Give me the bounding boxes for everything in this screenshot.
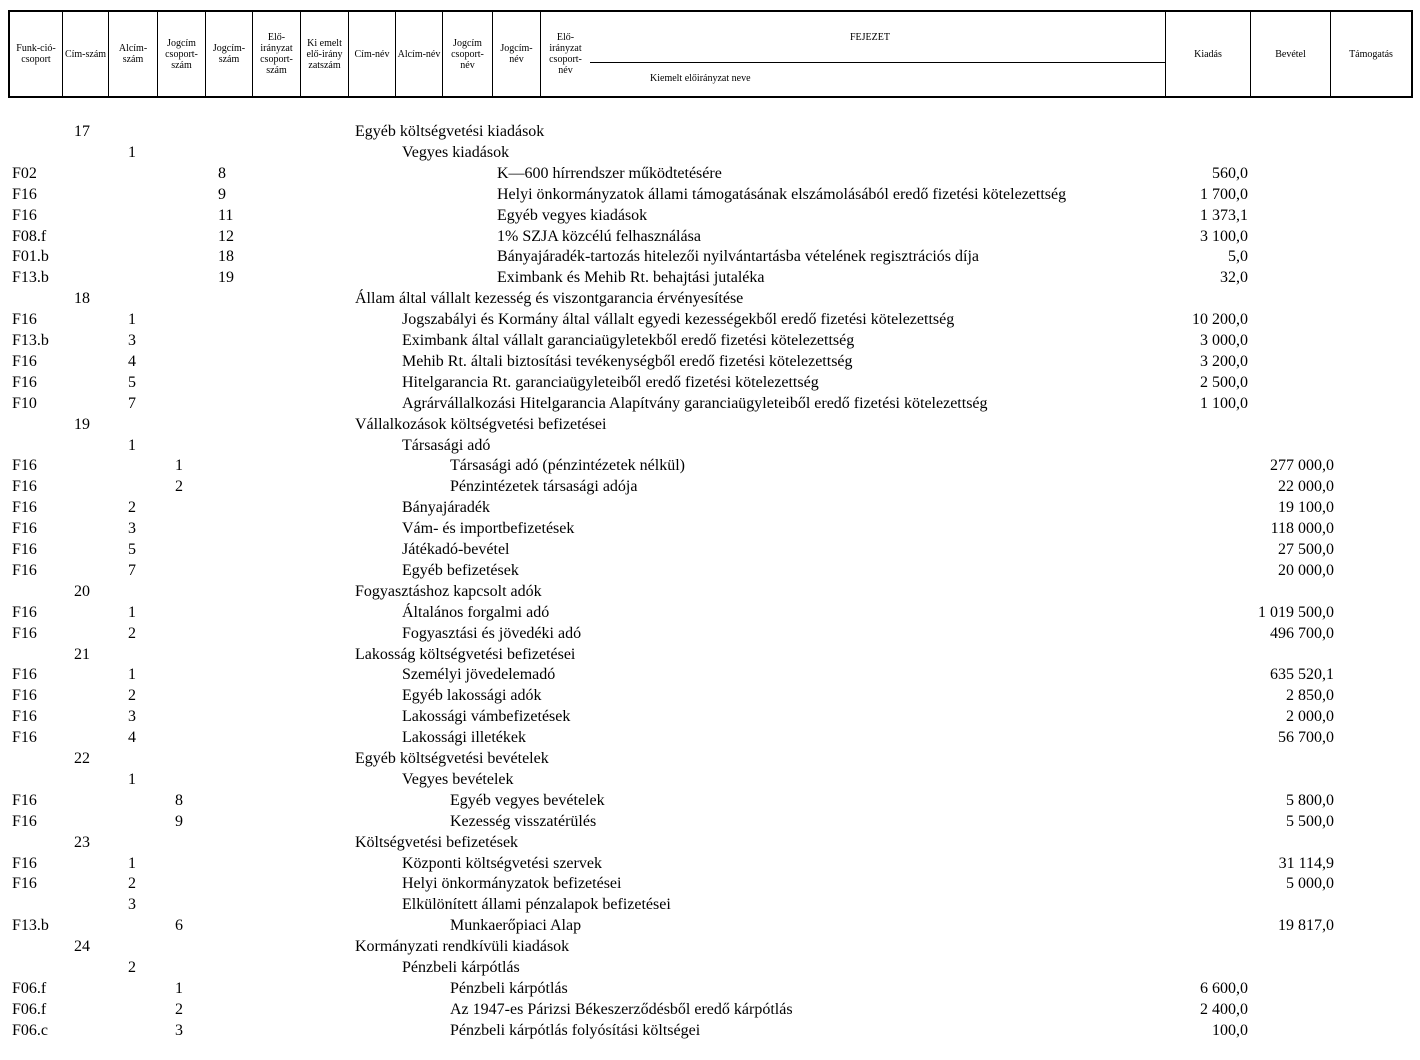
row-name: Elkülönített állami pénzalapok befizetései [402,896,671,913]
kiadas-header: Kiadás [1165,10,1250,98]
row-name: Vegyes kiadások [402,144,510,161]
funkcio-code: F16 [12,729,37,746]
header-column: Jogcím csoport-szám [157,10,205,98]
funkcio-code: F16 [12,457,37,474]
jogcim-szam: 9 [218,186,226,203]
funkcio-code: F06.c [12,1022,48,1039]
funkcio-code: F16 [12,562,37,579]
row-name: Fogyasztáshoz kapcsolt adók [355,583,542,600]
kiadas-value: 10 200,0 [1192,311,1248,328]
tamogatas-header: Támogatás [1330,10,1411,98]
jogcim-szam: 11 [218,207,234,224]
alcim-szam: 5 [128,374,136,391]
bevetel-value: 56 700,0 [1278,729,1334,746]
jogcim-csoport-szam: 6 [175,917,183,934]
row-name: Egyéb lakossági adók [402,687,542,704]
alcim-szam: 2 [128,959,136,976]
alcim-szam: 4 [128,353,136,370]
kiemelt-label: Kiemelt előirányzat neve [650,73,751,84]
funkcio-code: F16 [12,792,37,809]
bevetel-value: 1 019 500,0 [1258,604,1334,621]
jogcim-szam: 19 [218,269,234,286]
funkcio-code: F06.f [12,1001,47,1018]
kiadas-value: 3 100,0 [1200,228,1248,245]
funkcio-code: F16 [12,855,37,872]
alcim-szam: 2 [128,625,136,642]
row-name: Hitelgarancia Rt. garanciaügyleteiből eredő fizetési kötelezettség [402,374,819,391]
funkcio-code: F16 [12,875,37,892]
row-name: Társasági adó (pénzintézetek nélkül) [450,457,685,474]
bevetel-value: 2 000,0 [1286,708,1334,725]
alcim-szam: 1 [128,144,136,161]
alcim-szam: 1 [128,437,136,454]
funkcio-code: F16 [12,311,37,328]
cim-szam: 17 [74,123,90,140]
alcim-szam: 5 [128,541,136,558]
row-name: Jogszabályi és Kormány által vállalt egyedi kezességekből eredő fizetési kötelezettség [402,311,955,328]
row-name: Agrárvállalkozási Hitelgarancia Alapítvány garanciaügyleteiből eredő fizetési kötelezettség [402,395,988,412]
kiadas-value: 32,0 [1220,269,1248,286]
cim-szam: 24 [74,938,90,955]
funkcio-code: F16 [12,666,37,683]
jogcim-csoport-szam: 9 [175,813,183,830]
jogcim-csoport-szam: 1 [175,457,183,474]
kiadas-value: 2 500,0 [1200,374,1248,391]
row-name: Kormányzati rendkívüli kiadások [355,938,570,955]
jogcim-csoport-szam: 8 [175,792,183,809]
row-name: Lakossági illetékek [402,729,526,746]
row-name: Egyéb vegyes kiadások [497,207,648,224]
header-column: Ki emelt elő-irány zatszám [300,10,348,98]
row-name: Eximbank és Mehib Rt. behajtási jutaléka [497,269,765,286]
row-name: Fogyasztási és jövedéki adó [402,625,582,642]
bevetel-value: 27 500,0 [1278,541,1334,558]
alcim-szam: 1 [128,604,136,621]
row-name: Vám- és importbefizetések [402,520,575,537]
cim-szam: 23 [74,834,90,851]
funkcio-code: F08.f [12,228,47,245]
cim-szam: 20 [74,583,90,600]
bevetel-value: 118 000,0 [1270,520,1334,537]
row-name: Helyi önkormányzatok állami támogatásának elszámolásából eredő fizetési kötelezettség [497,186,1067,203]
header-column: Jogcím-név [492,10,540,98]
row-name: Vállalkozások költségvetési befizetései [355,416,607,433]
funkcio-code: F16 [12,374,37,391]
cim-szam: 21 [74,646,90,663]
bevetel-value: 19 817,0 [1278,917,1334,934]
alcim-szam: 1 [128,311,136,328]
funkcio-code: F16 [12,625,37,642]
row-name: Munkaerőpiaci Alap [450,917,582,934]
kiadas-value: 560,0 [1212,165,1248,182]
row-name: Mehib Rt. általi biztosítási tevékenységből eredő fizetési kötelezettség [402,353,853,370]
kiadas-value: 1 700,0 [1200,186,1248,203]
kiadas-value: 1 373,1 [1200,207,1248,224]
header-column: Elő-irányzat csoport-szám [252,10,300,98]
bevetel-value: 277 000,0 [1270,457,1334,474]
kiadas-value: 100,0 [1212,1022,1248,1039]
row-name: Egyéb vegyes bevételek [450,792,605,809]
funkcio-code: F16 [12,499,37,516]
funkcio-code: F02 [12,165,37,182]
row-name: Egyéb befizetések [402,562,519,579]
row-name: Lakossági vámbefizetések [402,708,571,725]
row-name: Társasági adó [402,437,491,454]
bevetel-value: 31 114,9 [1278,855,1334,872]
row-name: Központi költségvetési szervek [402,855,602,872]
funkcio-code: F16 [12,353,37,370]
row-name: Helyi önkormányzatok befizetései [402,875,622,892]
alcim-szam: 7 [128,562,136,579]
bevetel-value: 2 850,0 [1286,687,1334,704]
alcim-szam: 2 [128,875,136,892]
row-name: Az 1947-es Párizsi Békeszerződésből eredő kárpótlás [450,1001,793,1018]
jogcim-szam: 12 [218,228,234,245]
row-name: K—600 hírrendszer működtetésére [497,165,722,182]
funkcio-code: F16 [12,541,37,558]
row-name: Eximbank által vállalt garanciaügyletekből eredő fizetési kötelezettség [402,332,855,349]
alcim-szam: 3 [128,896,136,913]
cim-szam: 22 [74,750,90,767]
jogcim-csoport-szam: 2 [175,1001,183,1018]
kiadas-value: 5,0 [1228,248,1248,265]
row-name: Egyéb költségvetési bevételek [355,750,549,767]
header-column: Funk-ció-csoport [16,43,56,65]
jogcim-szam: 18 [218,248,234,265]
jogcim-csoport-szam: 2 [175,478,183,495]
row-name: Lakosság költségvetési befizetései [355,646,576,663]
bevetel-value: 496 700,0 [1270,625,1334,642]
jogcim-szam: 8 [218,165,226,182]
alcim-szam: 2 [128,687,136,704]
fejezet-title: FEJEZET [850,32,890,43]
fejezet-divider [590,62,1165,63]
row-name: Pénzintézetek társasági adója [450,478,638,495]
jogcim-csoport-szam: 1 [175,980,183,997]
header-column: Jogcím csoport-név [442,10,492,98]
row-name: Vegyes bevételek [402,771,514,788]
alcim-szam: 3 [128,520,136,537]
header-column: Cím-név [348,10,395,98]
row-name: Költségvetési befizetések [355,834,519,851]
funkcio-code: F06.f [12,980,47,997]
funkcio-code: F16 [12,604,37,621]
row-name: Egyéb költségvetési kiadások [355,123,545,140]
funkcio-code: F16 [12,186,37,203]
funkcio-code: F16 [12,687,37,704]
bevetel-value: 5 800,0 [1286,792,1334,809]
bevetel-value: 635 520,1 [1270,666,1334,683]
funkcio-code: F16 [12,520,37,537]
row-name: Játékadó-bevétel [402,541,510,558]
kiadas-value: 3 000,0 [1200,332,1248,349]
row-name: Állam által vállalt kezesség és viszontgarancia érvényesítése [355,290,744,307]
header-column: Alcím-szám [108,10,157,98]
row-name: Kezesség visszatérülés [450,813,597,830]
funkcio-code: F10 [12,395,37,412]
row-name: Pénzbeli kárpótlás [450,980,568,997]
row-name: Pénzbeli kárpótlás [402,959,520,976]
funkcio-code: F13.b [12,269,49,286]
bevetel-value: 5 500,0 [1286,813,1334,830]
kiadas-value: 3 200,0 [1200,353,1248,370]
jogcim-csoport-szam: 3 [175,1022,183,1039]
bevetel-value: 5 000,0 [1286,875,1334,892]
alcim-szam: 1 [128,855,136,872]
bevetel-value: 20 000,0 [1278,562,1334,579]
funkcio-code: F16 [12,708,37,725]
bevetel-header: Bevétel [1250,10,1330,98]
row-name: Bányajáradék-tartozás hitelezői nyilvántartásba vételének regisztrációs díja [497,248,979,265]
row-name: Általános forgalmi adó [402,604,550,621]
kiadas-value: 1 100,0 [1200,395,1248,412]
header-column: Alcím-név [395,10,442,98]
alcim-szam: 1 [128,771,136,788]
header-column: Elő-irányzat csoport-név [540,10,590,98]
funkcio-code: F16 [12,813,37,830]
row-name: 1% SZJA közcélú felhasználása [497,228,701,245]
header-column: Jogcím-szám [205,10,252,98]
funkcio-code: F01.b [12,248,49,265]
header-column: Cím-szám [62,10,108,98]
kiadas-value: 2 400,0 [1200,1001,1248,1018]
row-name: Bányajáradék [402,499,490,516]
cim-szam: 18 [74,290,90,307]
alcim-szam: 3 [128,708,136,725]
row-name: Személyi jövedelemadó [402,666,556,683]
funkcio-code: F16 [12,478,37,495]
cim-szam: 19 [74,416,90,433]
funkcio-code: F13.b [12,332,49,349]
bevetel-value: 22 000,0 [1278,478,1334,495]
alcim-szam: 1 [128,666,136,683]
funkcio-code: F13.b [12,917,49,934]
alcim-szam: 3 [128,332,136,349]
row-name: Pénzbeli kárpótlás folyósítási költségei [450,1022,701,1039]
kiadas-value: 6 600,0 [1200,980,1248,997]
alcim-szam: 2 [128,499,136,516]
alcim-szam: 7 [128,395,136,412]
alcim-szam: 4 [128,729,136,746]
bevetel-value: 19 100,0 [1278,499,1334,516]
funkcio-code: F16 [12,207,37,224]
